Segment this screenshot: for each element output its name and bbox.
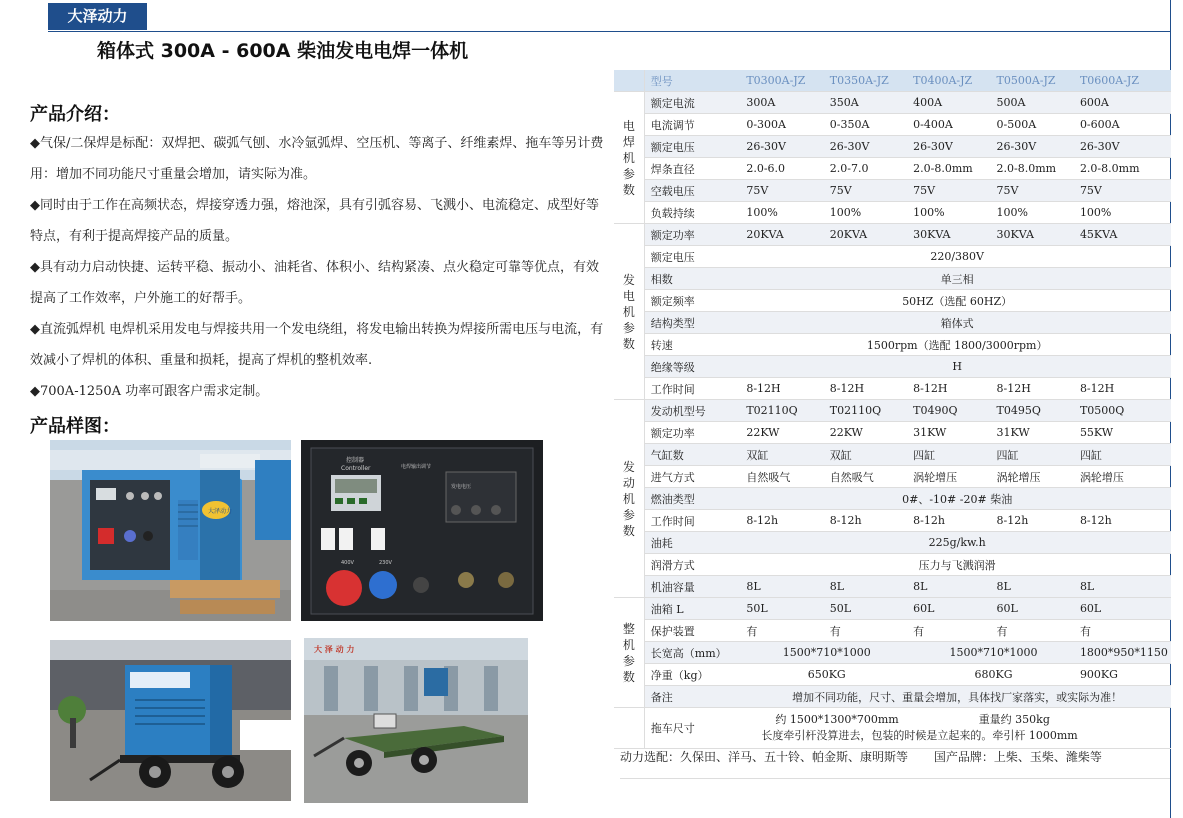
row-label: 油耗 xyxy=(644,532,743,554)
footer-power-options: 动力选配：久保田、洋马、五十铃、帕金斯、康明斯等 xyxy=(620,750,909,764)
table-row xyxy=(614,224,1171,246)
row-cell: 500A xyxy=(994,92,1077,114)
header-rule xyxy=(48,31,1170,32)
row-cell: 60L xyxy=(994,598,1077,620)
row-cell: 8L xyxy=(827,576,910,598)
row-label: 工作时间 xyxy=(644,378,743,400)
row-cell: 31KW xyxy=(910,422,993,444)
row-cell: 8-12H xyxy=(910,378,993,400)
row-cell: 30KVA xyxy=(994,224,1077,246)
row-label: 机油容量 xyxy=(644,576,743,598)
row-dims-cell: 1800*950*1150 xyxy=(1077,642,1171,664)
row-cell: 0-300A xyxy=(743,114,826,136)
row-label: 额定频率 xyxy=(644,290,743,312)
intro-paragraph-5: ◆700A-1250A 功率可跟客户需求定制。 xyxy=(30,384,269,399)
table-row xyxy=(614,378,1171,400)
row-label: 绝缘等级 xyxy=(644,356,743,378)
row-cell: 2.0-8.0mm xyxy=(1077,158,1171,180)
table-row xyxy=(614,312,1171,334)
table-header-row xyxy=(614,70,1171,92)
row-cell: 60L xyxy=(910,598,993,620)
table-row xyxy=(614,488,1171,510)
row-label: 结构类型 xyxy=(644,312,743,334)
row-label: 空载电压 xyxy=(644,180,743,202)
row-cell: 2.0-7.0 xyxy=(827,158,910,180)
row-cell: 50L xyxy=(827,598,910,620)
footer-domestic-brands: 国产品牌：上柴、玉柴、潍柴等 xyxy=(933,750,1102,764)
row-cell: 75V xyxy=(743,180,826,202)
photo-trailer-chassis xyxy=(304,638,528,803)
trailer-details xyxy=(743,708,1171,749)
row-cell: 2.0-8.0mm xyxy=(910,158,993,180)
row-label: 净重（kg） xyxy=(644,664,743,686)
row-cell: 四缸 xyxy=(1077,444,1171,466)
row-cell: 0-400A xyxy=(910,114,993,136)
table-row xyxy=(614,92,1171,114)
table-row xyxy=(614,510,1171,532)
table-row xyxy=(614,554,1171,576)
row-cell: T02110Q xyxy=(827,400,910,422)
row-span-cell: 1500rpm（选配 1800/3000rpm） xyxy=(743,334,1171,356)
row-cell: 8L xyxy=(1077,576,1171,598)
row-label: 转速 xyxy=(644,334,743,356)
page-title: 箱体式 300A - 600A 柴油发电电焊一体机 xyxy=(97,40,469,62)
row-label: 进气方式 xyxy=(644,466,743,488)
row-cell: 22KW xyxy=(743,422,826,444)
row-cell: 600A xyxy=(1077,92,1171,114)
row-label: 长宽高（mm） xyxy=(644,642,743,664)
spec-table xyxy=(614,70,1171,749)
trailer-label: 拖车尺寸 xyxy=(644,708,743,749)
trailer-weight: 重量约 350kg xyxy=(978,713,1050,726)
photo4-banner: 大 泽 动 力 xyxy=(314,645,355,654)
row-span-cell: 增加不同功能，尺寸、重量会增加，具体找厂家落实，或实际为准！ xyxy=(743,686,1171,708)
panel-voltage-400: 400V xyxy=(341,560,354,566)
trailer-size: 约 1500*1300*700mm xyxy=(775,713,899,726)
trailer-group-cell xyxy=(614,708,644,749)
table-row xyxy=(614,268,1171,290)
row-cell: 100% xyxy=(743,202,826,224)
row-cell: 四缸 xyxy=(910,444,993,466)
row-cell: 45KVA xyxy=(1077,224,1171,246)
group-label: 整 机 参 数 xyxy=(614,598,644,708)
table-row xyxy=(614,598,1171,620)
row-cell: 26-30V xyxy=(1077,136,1171,158)
intro-heading: 产品介绍： xyxy=(30,104,120,125)
row-cell: 30KVA xyxy=(910,224,993,246)
table-row xyxy=(614,202,1171,224)
row-label: 发动机型号 xyxy=(644,400,743,422)
photo-welder-generator xyxy=(50,440,291,621)
row-cell: 75V xyxy=(910,180,993,202)
row-cell: 100% xyxy=(994,202,1077,224)
sample-heading: 产品样图： xyxy=(30,416,120,437)
row-cell: 8L xyxy=(910,576,993,598)
table-row xyxy=(614,422,1171,444)
row-label: 润滑方式 xyxy=(644,554,743,576)
table-row xyxy=(614,180,1171,202)
intro-paragraph-3: ◆具有动力启动快捷、运转平稳、振动小、油耗省、体积小、结构紧凑、点火稳定可靠等优点，有效提高了工作效率，户外施工的好帮手。 xyxy=(30,260,599,306)
row-cell: 50L xyxy=(743,598,826,620)
table-row xyxy=(614,246,1171,268)
row-cell: 8-12H xyxy=(1077,378,1171,400)
row-label: 油箱 L xyxy=(644,598,743,620)
row-cell: 400A xyxy=(910,92,993,114)
table-row xyxy=(614,620,1171,642)
table-row xyxy=(614,356,1171,378)
brand-badge: 大泽动力 xyxy=(48,3,147,30)
row-span-cell: 0#、-10# -20# 柴油 xyxy=(743,488,1171,510)
row-weight-cell: 680KG xyxy=(910,664,1077,686)
row-label: 额定电流 xyxy=(644,92,743,114)
group-label: 发 动 机 参 数 xyxy=(614,400,644,598)
row-cell: 自然吸气 xyxy=(743,466,826,488)
row-cell: 四缸 xyxy=(994,444,1077,466)
row-cell: 75V xyxy=(827,180,910,202)
panel-subtitle: Controller xyxy=(341,465,371,472)
table-row xyxy=(614,576,1171,598)
trailer-row xyxy=(614,708,1171,749)
row-dims-cell: 1500*710*1000 xyxy=(743,642,910,664)
row-cell: 26-30V xyxy=(827,136,910,158)
row-label: 保护装置 xyxy=(644,620,743,642)
row-span-cell: 压力与飞溅润滑 xyxy=(743,554,1171,576)
table-row xyxy=(614,158,1171,180)
row-cell: 60L xyxy=(1077,598,1171,620)
header-model-4: T0600A-JZ xyxy=(1077,70,1171,92)
row-cell: 0-350A xyxy=(827,114,910,136)
row-label: 工作时间 xyxy=(644,510,743,532)
row-cell: 8-12H xyxy=(743,378,826,400)
row-weight-cell: 650KG xyxy=(743,664,910,686)
row-cell: 350A xyxy=(827,92,910,114)
row-cell: 自然吸气 xyxy=(827,466,910,488)
header-model-3: T0500A-JZ xyxy=(994,70,1077,92)
row-cell: 8-12h xyxy=(910,510,993,532)
header-model-label: 型号 xyxy=(644,70,743,92)
row-cell: 0-600A xyxy=(1077,114,1171,136)
row-cell: 26-30V xyxy=(994,136,1077,158)
row-cell: 有 xyxy=(743,620,826,642)
row-label: 相数 xyxy=(644,268,743,290)
header-model-2: T0400A-JZ xyxy=(910,70,993,92)
row-cell: T0495Q xyxy=(994,400,1077,422)
row-cell: 8-12H xyxy=(994,378,1077,400)
row-cell: 8-12h xyxy=(1077,510,1171,532)
row-cell: 涡轮增压 xyxy=(910,466,993,488)
row-label: 气缸数 xyxy=(644,444,743,466)
row-label: 负载持续 xyxy=(644,202,743,224)
intro-paragraph-1: ◆气保/二保焊是标配：双焊把、碳弧气刨、水冷氩弧焊、空压机、等离子、纤维素焊、拖车等另计费用：增加不同功能尺寸重量会增加，请实际为准。 xyxy=(30,136,604,182)
row-cell: 有 xyxy=(1077,620,1171,642)
row-cell: 有 xyxy=(827,620,910,642)
row-cell: 有 xyxy=(994,620,1077,642)
row-label: 焊条直径 xyxy=(644,158,743,180)
row-cell: T0490Q xyxy=(910,400,993,422)
row-cell: 涡轮增压 xyxy=(994,466,1077,488)
panel-label-weld: 电焊输出调节 xyxy=(401,464,432,470)
panel-voltage-230: 230V xyxy=(379,560,392,566)
row-cell: 双缸 xyxy=(827,444,910,466)
row-span-cell: 单三相 xyxy=(743,268,1171,290)
group-label: 电 焊 机 参 数 xyxy=(614,92,644,224)
row-cell: 双缸 xyxy=(743,444,826,466)
row-cell: 8-12h xyxy=(994,510,1077,532)
row-label: 额定功率 xyxy=(644,422,743,444)
intro-paragraph-2: ◆同时由于工作在高频状态，焊接穿透力强，熔池深，具有引弧容易、飞溅小、电流稳定、成型好等特点，有利于提高焊接产品的质量。 xyxy=(30,198,599,244)
row-span-cell: 箱体式 xyxy=(743,312,1171,334)
row-label: 额定功率 xyxy=(644,224,743,246)
table-row xyxy=(614,444,1171,466)
trailer-note: 长度牵引杆没算进去，包装的时候是立起来的。牵引杆 1000mm xyxy=(761,729,1078,742)
row-cell: 22KW xyxy=(827,422,910,444)
header-model-1: T0350A-JZ xyxy=(827,70,910,92)
photo-trailer-generator xyxy=(50,640,291,801)
row-label: 备注 xyxy=(644,686,743,708)
photo1-badge: 大泽动力 xyxy=(208,508,233,515)
panel-label-voltage: 发电电压 xyxy=(451,484,472,490)
footer-options xyxy=(620,748,1170,779)
row-cell: 8-12H xyxy=(827,378,910,400)
row-label: 燃油类型 xyxy=(644,488,743,510)
row-cell: 100% xyxy=(910,202,993,224)
header-group-cell xyxy=(614,70,644,92)
row-weight-cell: 900KG xyxy=(1077,664,1171,686)
row-cell: 20KVA xyxy=(743,224,826,246)
row-cell: 8L xyxy=(994,576,1077,598)
row-cell: 26-30V xyxy=(743,136,826,158)
row-cell: 300A xyxy=(743,92,826,114)
row-cell: 0-500A xyxy=(994,114,1077,136)
photo-control-panel xyxy=(301,440,543,621)
row-cell: 100% xyxy=(1077,202,1171,224)
row-cell: 8-12h xyxy=(743,510,826,532)
row-cell: 75V xyxy=(994,180,1077,202)
row-span-cell: 50HZ（选配 60HZ） xyxy=(743,290,1171,312)
header-model-0: T0300A-JZ xyxy=(743,70,826,92)
row-cell: 20KVA xyxy=(827,224,910,246)
row-span-cell: 220/380V xyxy=(743,246,1171,268)
row-cell: 31KW xyxy=(994,422,1077,444)
row-cell: 8L xyxy=(743,576,826,598)
row-cell: 涡轮增压 xyxy=(1077,466,1171,488)
row-cell: T0500Q xyxy=(1077,400,1171,422)
table-row xyxy=(614,400,1171,422)
row-cell: 55KW xyxy=(1077,422,1171,444)
table-row xyxy=(614,532,1171,554)
table-row xyxy=(614,290,1171,312)
row-cell: 2.0-8.0mm xyxy=(994,158,1077,180)
row-cell: 有 xyxy=(910,620,993,642)
table-row xyxy=(614,466,1171,488)
table-row xyxy=(614,136,1171,158)
row-cell: 26-30V xyxy=(910,136,993,158)
row-cell: 75V xyxy=(1077,180,1171,202)
table-row xyxy=(614,686,1171,708)
group-label: 发 电 机 参 数 xyxy=(614,224,644,400)
row-label: 额定电压 xyxy=(644,136,743,158)
row-cell: 8-12h xyxy=(827,510,910,532)
row-span-cell: H xyxy=(743,356,1171,378)
table-row xyxy=(614,334,1171,356)
row-cell: T02110Q xyxy=(743,400,826,422)
row-span-cell: 225g/kw.h xyxy=(743,532,1171,554)
panel-title: 控制器 xyxy=(346,457,365,464)
row-label: 电流调节 xyxy=(644,114,743,136)
row-dims-cell: 1500*710*1000 xyxy=(910,642,1077,664)
table-row xyxy=(614,664,1171,686)
row-label: 额定电压 xyxy=(644,246,743,268)
table-row xyxy=(614,642,1171,664)
intro-paragraph-4: ◆直流弧焊机 电焊机采用发电与焊接共用一个发电绕组，将发电输出转换为焊接所需电压与电流，有效减小了焊机的体积、重量和损耗，提高了焊机的整机效率. xyxy=(30,322,604,368)
table-row xyxy=(614,114,1171,136)
row-cell: 100% xyxy=(827,202,910,224)
row-cell: 2.0-6.0 xyxy=(743,158,826,180)
